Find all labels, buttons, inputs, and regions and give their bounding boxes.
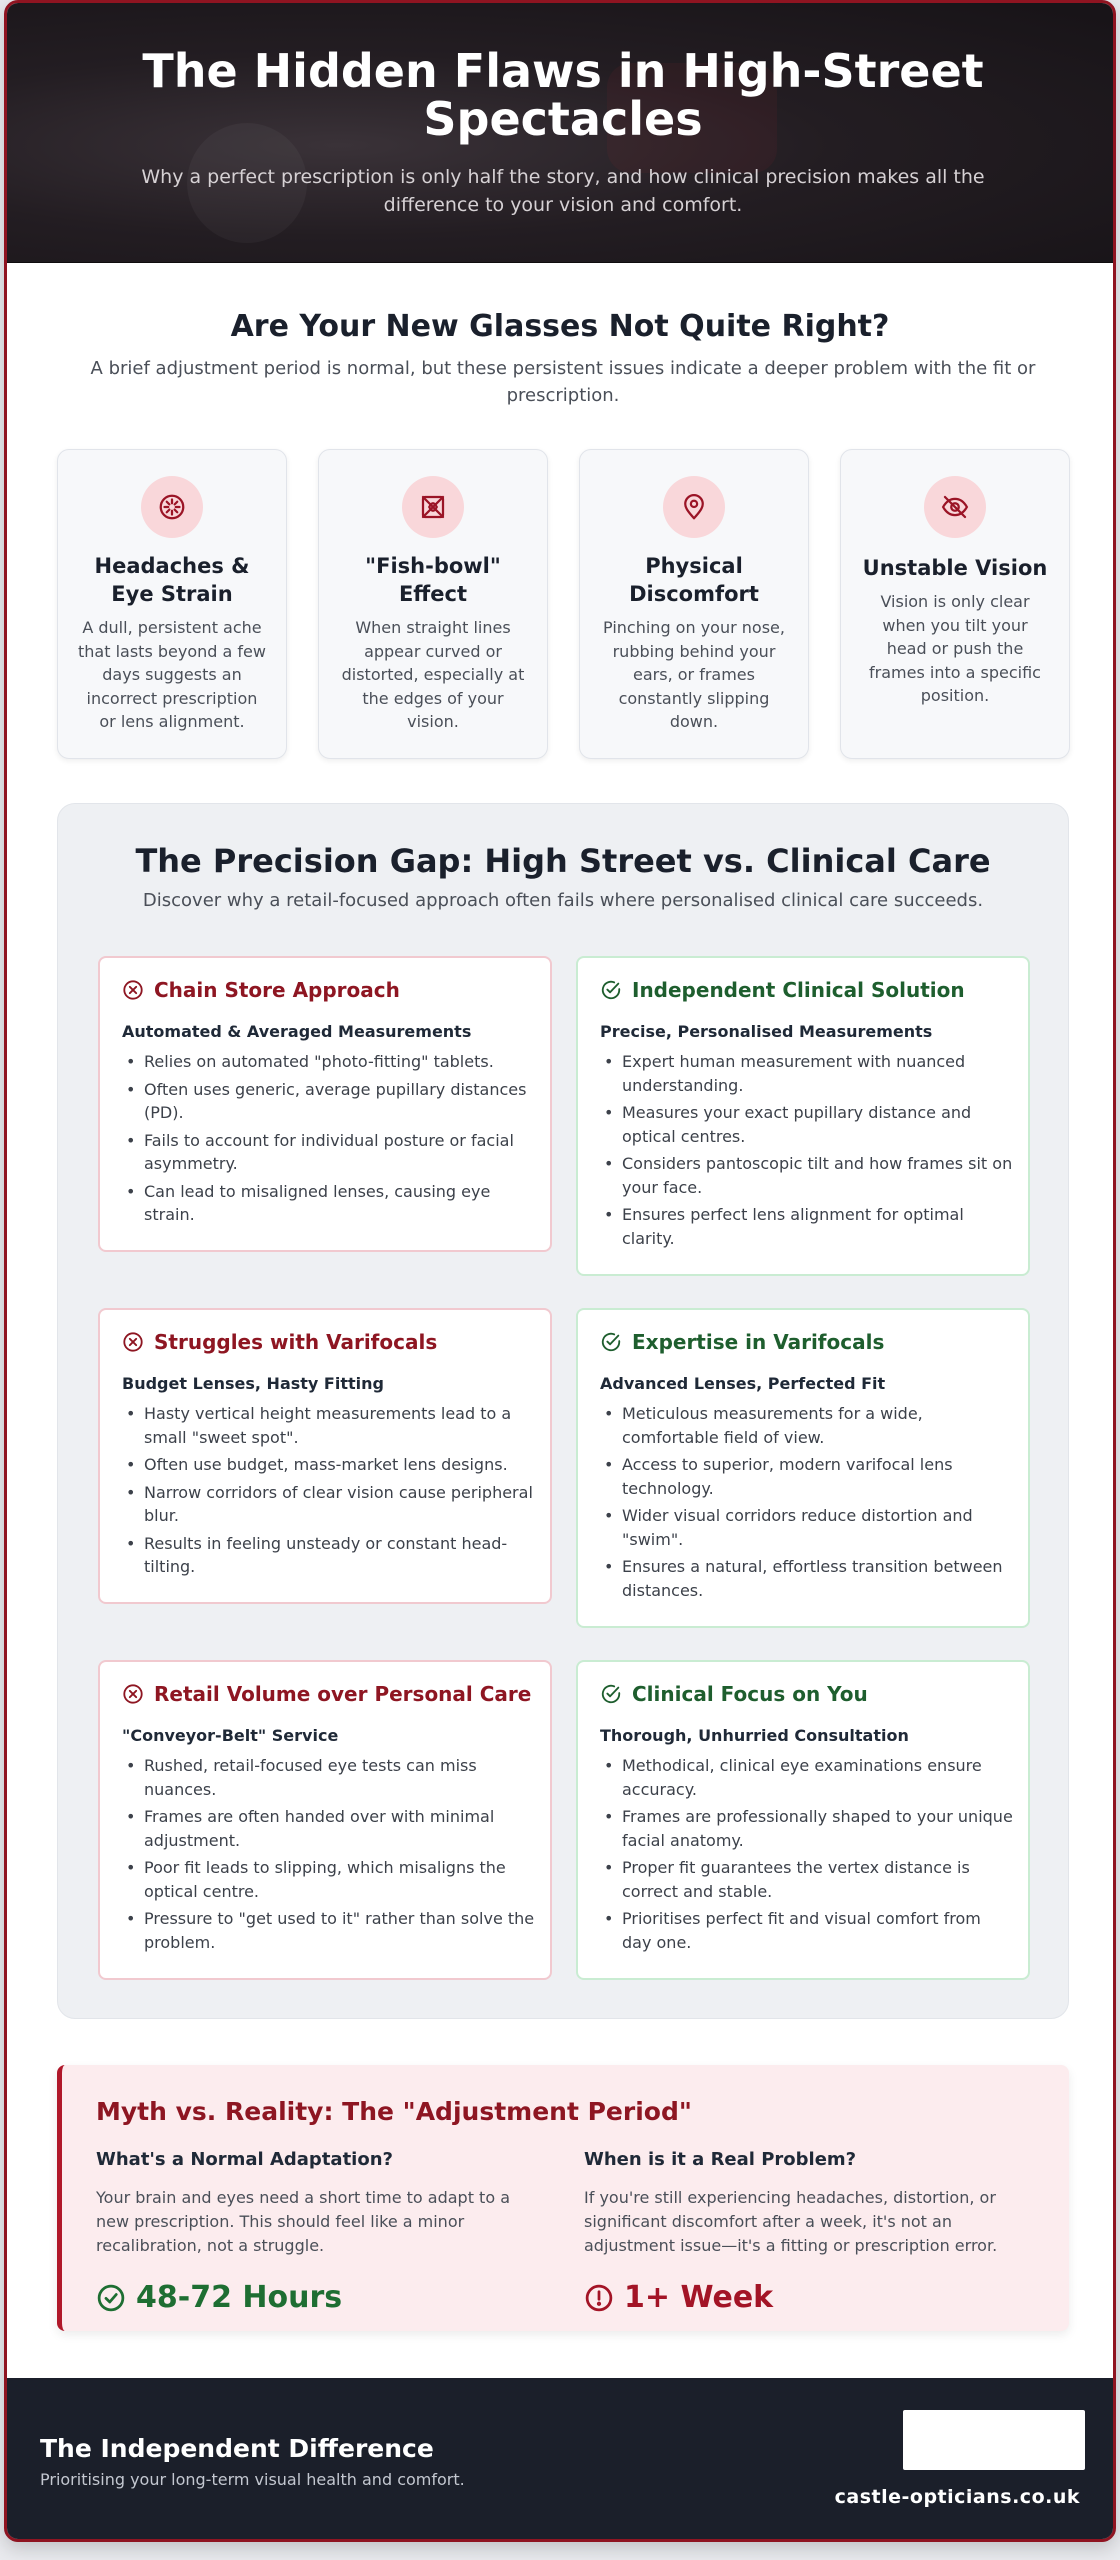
comparison-card-title: Clinical Focus on You — [632, 1682, 868, 1706]
list-item: • Considers pantoscopic tilt and how frames sit on your face. — [600, 1152, 1014, 1199]
list-item: • Methodical, clinical eye examinations ensure accuracy. — [600, 1754, 1014, 1801]
comparison-card-title: Chain Store Approach — [154, 978, 400, 1002]
list-item: • Often uses generic, average pupillary distances (PD). — [122, 1078, 536, 1125]
list-item: • Narrow corridors of clear vision cause peripheral blur. — [122, 1481, 536, 1528]
list-item: • Frames are often handed over with minimal adjustment. — [122, 1805, 536, 1852]
list-item: • Pressure to "get used to it" rather than solve the problem. — [122, 1907, 536, 1954]
comparison-card-header — [600, 978, 965, 1002]
comparison-card-subtitle: Precise, Personalised Measurements — [600, 1022, 933, 1041]
real-problem-text: If you're still experiencing headaches, distortion, or significant discomfort after a week, it's not an adjustment issue—it's a fitting or prescription error. — [584, 2188, 998, 2255]
symptom-card-text: Vision is only clear when you tilt your head or push the frames into a specific position. — [869, 592, 1041, 705]
x-circle-icon — [122, 1683, 144, 1705]
comparison-card-title: Retail Volume over Personal Care — [154, 1682, 532, 1706]
list-item: • Expert human measurement with nuanced understanding. — [600, 1050, 1014, 1097]
footer-title: The Independent Difference — [40, 2434, 434, 2463]
comparison-card-header — [600, 1330, 884, 1354]
list-item: • Poor fit leads to slipping, which misaligns the optical centre. — [122, 1856, 536, 1903]
symptom-card-title: "Fish-bowl" Effect — [365, 554, 501, 606]
normal-adaptation-column — [96, 2149, 546, 2315]
symptom-card-title: Unstable Vision — [862, 556, 1048, 580]
list-item: • Wider visual corridors reduce distortion and "swim". — [600, 1504, 1014, 1551]
comparison-card-subtitle: Budget Lenses, Hasty Fitting — [122, 1374, 384, 1393]
x-circle-icon — [122, 1331, 144, 1353]
comparison-card-clinical-focus — [576, 1660, 1030, 1980]
hero-title: The Hidden Flaws in High-Street Spectacles — [142, 44, 984, 146]
footer — [7, 2378, 1113, 2542]
comparison-card-header — [600, 1682, 868, 1706]
comparison-card-header — [122, 1682, 531, 1706]
comparison-card-subtitle: Automated & Averaged Measurements — [122, 1022, 472, 1041]
comparison-card-header — [122, 978, 400, 1002]
comparison-list — [600, 1754, 1014, 1958]
myth-title: Myth vs. Reality: The "Adjustment Period" — [96, 2097, 692, 2126]
location-pin-icon — [663, 476, 725, 538]
symptom-card-text: When straight lines appear curved or distorted, especially at the edges of your vision. — [341, 618, 525, 731]
normal-adaptation-stat — [96, 2280, 546, 2315]
list-item: • Prioritises perfect fit and visual comfort from day one. — [600, 1907, 1014, 1954]
precision-gap-title: The Precision Gap: High Street vs. Clinical Care — [135, 842, 991, 880]
list-item: • Rushed, retail-focused eye tests can miss nuances. — [122, 1754, 536, 1801]
x-circle-icon — [122, 979, 144, 1001]
comparison-card-title: Expertise in Varifocals — [632, 1330, 885, 1354]
real-problem-column — [584, 2149, 1034, 2315]
strain-icon — [141, 476, 203, 538]
list-item: • Ensures perfect lens alignment for optimal clarity. — [600, 1203, 1014, 1250]
symptoms-subtitle: A brief adjustment period is normal, but these persistent issues indicate a deeper problem with the fit or prescription. — [90, 358, 1036, 406]
comparison-card-title: Struggles with Varifocals — [154, 1330, 438, 1354]
footer-subtitle: Prioritising your long-term visual health and comfort. — [40, 2470, 465, 2489]
comparison-card-independent — [576, 956, 1030, 1276]
normal-adaptation-value: 48-72 Hours — [136, 2280, 343, 2315]
comparison-card-header — [122, 1330, 437, 1354]
comparison-card-varifocal-struggles — [98, 1308, 552, 1604]
comparison-list — [600, 1402, 1014, 1606]
list-item: • Proper fit guarantees the vertex distance is correct and stable. — [600, 1856, 1014, 1903]
symptom-card — [57, 449, 287, 759]
comparison-list — [600, 1050, 1014, 1254]
real-problem-stat — [584, 2280, 1034, 2315]
comparison-card-retail-volume — [98, 1660, 552, 1980]
symptom-card-text: A dull, persistent ache that lasts beyond a few days suggests an incorrect prescription or lens alignment. — [78, 618, 266, 731]
comparison-list — [122, 1050, 536, 1231]
check-circle-icon — [600, 1331, 622, 1353]
precision-gap-subtitle: Discover why a retail-focused approach often fails where personalised clinical care succeeds. — [142, 890, 984, 911]
real-problem-heading: When is it a Real Problem? — [584, 2149, 857, 2170]
symptom-card — [840, 449, 1070, 759]
list-item: • Hasty vertical height measurements lead to a small "sweet spot". — [122, 1402, 536, 1449]
list-item: • Results in feeling unsteady or constant head-tilting. — [122, 1532, 536, 1579]
fishbowl-icon — [402, 476, 464, 538]
list-item: • Can lead to misaligned lenses, causing eye strain. — [122, 1180, 536, 1227]
check-circle-icon — [600, 1683, 622, 1705]
list-item: • Often use budget, mass-market lens designs. — [122, 1453, 536, 1477]
normal-adaptation-heading: What's a Normal Adaptation? — [96, 2149, 393, 2170]
alert-circle-icon — [584, 2283, 614, 2313]
real-problem-value: 1+ Week — [624, 2280, 774, 2315]
myth-vs-reality-box — [57, 2065, 1069, 2331]
list-item: • Fails to account for individual posture or facial asymmetry. — [122, 1129, 536, 1176]
logo-placeholder — [903, 2410, 1085, 2470]
normal-adaptation-text: Your brain and eyes need a short time to adapt to a new prescription. This should feel like a minor recalibration, not a struggle. — [96, 2188, 510, 2255]
comparison-card-subtitle: Advanced Lenses, Perfected Fit — [600, 1374, 886, 1393]
symptom-card — [579, 449, 809, 759]
list-item: • Meticulous measurements for a wide, comfortable field of view. — [600, 1402, 1014, 1449]
list-item: • Frames are professionally shaped to your unique facial anatomy. — [600, 1805, 1014, 1852]
symptom-card-text: Pinching on your nose, rubbing behind your ears, or frames constantly slipping down. — [603, 618, 785, 731]
list-item: • Measures your exact pupillary distance and optical centres. — [600, 1101, 1014, 1148]
footer-website-link[interactable]: castle-opticians.co.uk — [834, 2486, 1080, 2508]
symptom-card — [318, 449, 548, 759]
hero-subtitle: Why a perfect prescription is only half the story, and how clinical precision makes all the difference to your vision and comfort. — [141, 166, 985, 216]
symptom-card-title: Headaches & Eye Strain — [94, 554, 250, 606]
list-item: • Access to superior, modern varifocal lens technology. — [600, 1453, 1014, 1500]
check-circle-icon — [96, 2283, 126, 2313]
comparison-list — [122, 1754, 536, 1958]
comparison-card-subtitle: "Conveyor-Belt" Service — [122, 1726, 339, 1745]
check-circle-icon — [600, 979, 622, 1001]
comparison-card-chain-store — [98, 956, 552, 1252]
symptom-card-title: Physical Discomfort — [629, 554, 759, 606]
comparison-card-subtitle: Thorough, Unhurried Consultation — [600, 1726, 909, 1745]
list-item: • Relies on automated "photo-fitting" tablets. — [122, 1050, 536, 1074]
comparison-card-varifocal-expertise — [576, 1308, 1030, 1628]
precision-gap-section — [57, 803, 1069, 2019]
infographic-page — [4, 0, 1116, 2542]
comparison-card-title: Independent Clinical Solution — [632, 978, 965, 1002]
eye-slash-icon — [924, 476, 986, 538]
list-item: • Ensures a natural, effortless transition between distances. — [600, 1555, 1014, 1602]
hero-banner — [7, 3, 1113, 263]
comparison-list — [122, 1402, 536, 1583]
symptoms-title: Are Your New Glasses Not Quite Right? — [230, 309, 890, 344]
